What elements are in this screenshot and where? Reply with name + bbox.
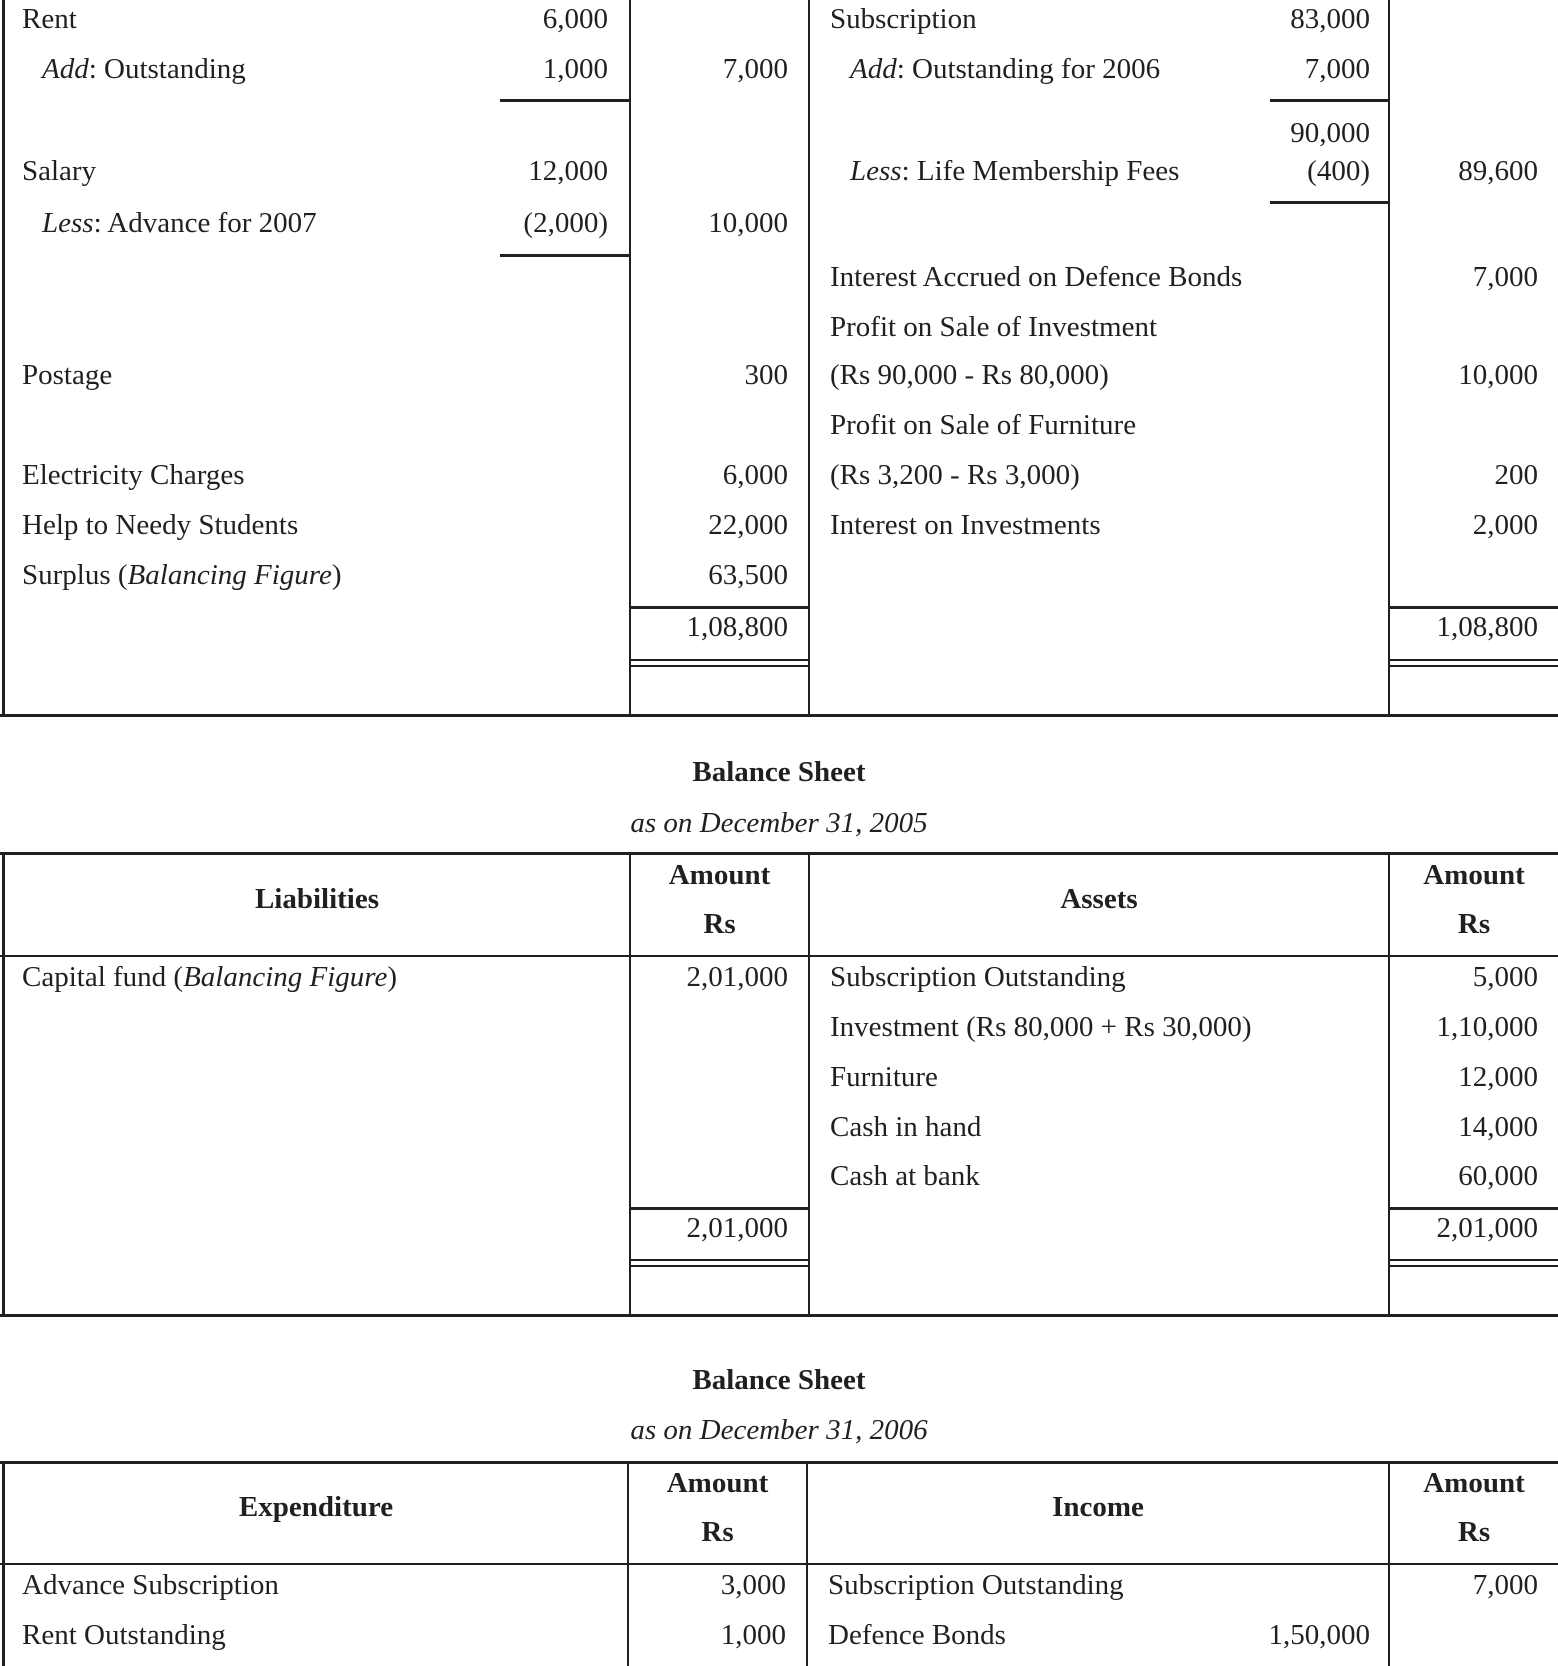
right-grand-total: 1,08,800	[1436, 611, 1538, 643]
sub-add-label: Add: Outstanding for 2006	[850, 53, 1161, 85]
sub-rule-2	[1270, 201, 1389, 204]
bs2005-asset-amount: 14,000	[1458, 1111, 1538, 1143]
rent-total: 7,000	[722, 53, 788, 85]
postage-label: Postage	[22, 359, 113, 391]
interest-accrued-label: Interest Accrued on Defence Bonds	[830, 261, 1243, 293]
ie-bottom-border	[0, 714, 1558, 717]
sub-less-amount: (400)	[1307, 155, 1370, 187]
rent-amount: 6,000	[542, 3, 608, 35]
rent-add-amount: 1,000	[542, 53, 608, 85]
bs2005-header-amount2: Amount	[1423, 859, 1525, 891]
bs2006-right-row-inner-amount: 1,50,000	[1268, 1619, 1370, 1651]
bs2005-asset-amount: 5,000	[1472, 961, 1538, 993]
bs2005-header-rule	[0, 955, 1558, 957]
profit-investment-detail: (Rs 90,000 - Rs 80,000)	[830, 359, 1109, 391]
bs2006-header-income: Income	[1052, 1491, 1144, 1523]
rent-label: Rent	[22, 3, 77, 35]
electricity-total: 6,000	[722, 459, 788, 491]
profit-furniture-detail: (Rs 3,200 - Rs 3,000)	[830, 459, 1080, 491]
bs2006-header-amount1: Amount	[666, 1467, 769, 1499]
left-total-rule-top	[629, 606, 810, 609]
surplus-label: Surplus (Balancing Figure)	[22, 559, 342, 591]
sub-rule-1	[1270, 99, 1389, 102]
help-total: 22,000	[708, 509, 788, 541]
subscription-label: Subscription	[830, 3, 977, 35]
salary-less-amount: (2,000)	[523, 207, 608, 239]
electricity-label: Electricity Charges	[22, 459, 245, 491]
salary-label: Salary	[22, 155, 97, 187]
bs2005-capital-fund-amount: 2,01,000	[686, 961, 788, 993]
bs2006-header-amount2: Amount	[1423, 1467, 1525, 1499]
rent-subtotal-rule	[500, 99, 629, 102]
right-total-rule-top	[1388, 606, 1558, 609]
bs2005-capital-fund-label: Capital fund (Balancing Figure)	[22, 961, 398, 993]
profit-furniture-total: 200	[1494, 459, 1538, 491]
salary-total: 10,000	[708, 207, 788, 239]
bs2005-left-total-d2	[629, 1265, 810, 1267]
bs2005-header-amount1: Amount	[668, 859, 771, 891]
bs2005-subtitle: as on December 31, 2005	[630, 807, 928, 839]
bs2005-title: Balance Sheet	[692, 756, 866, 788]
bs2005-asset-label: Furniture	[830, 1061, 938, 1093]
bs2005-asset-amount: 12,000	[1458, 1061, 1538, 1093]
bs2006-header-expenditure: Expenditure	[238, 1491, 394, 1523]
bs2006-title: Balance Sheet	[692, 1364, 866, 1396]
bs2005-asset-label: Investment (Rs 80,000 + Rs 30,000)	[830, 1011, 1252, 1043]
bs2005-right-total-rule	[1388, 1207, 1558, 1210]
bs2005-right-total-d2	[1388, 1265, 1558, 1267]
bs2005-asset-amount: 1,10,000	[1436, 1011, 1538, 1043]
salary-less-label: Less: Advance for 2007	[42, 207, 317, 239]
bs2006-right-row-label: Subscription Outstanding	[828, 1569, 1124, 1601]
left-grand-total: 1,08,800	[686, 611, 788, 643]
sub-less-label: Less: Life Membership Fees	[850, 155, 1180, 187]
bs2005-asset-label: Cash at bank	[830, 1160, 980, 1192]
bs2006-top-border	[0, 1461, 1558, 1464]
bs2005-header-liabilities: Liabilities	[254, 883, 380, 915]
bs2006-subtitle: as on December 31, 2006	[630, 1414, 928, 1446]
bs2005-left-total: 2,01,000	[686, 1212, 788, 1244]
sub-add-amount: 7,000	[1304, 53, 1370, 85]
postage-total: 300	[744, 359, 788, 391]
left-total-rule-d2	[629, 665, 810, 667]
bs2005-top-border	[0, 852, 1558, 855]
bs2006-left-row-label: Advance Subscription	[22, 1569, 279, 1601]
sub-subtotal: 90,000	[1290, 117, 1370, 149]
bs2005-header-rs2: Rs	[1457, 908, 1491, 940]
profit-furniture-label: Profit on Sale of Furniture	[830, 409, 1137, 441]
ie-left-border	[2, 0, 5, 716]
salary-amount: 12,000	[528, 155, 608, 187]
right-total-rule-d1	[1388, 659, 1558, 661]
bs2006-header-rs2: Rs	[1457, 1516, 1491, 1548]
salary-subtotal-rule	[500, 254, 629, 257]
bs2005-right-total: 2,01,000	[1436, 1212, 1538, 1244]
bs2006-left-row-label: Rent Outstanding	[22, 1619, 226, 1651]
right-total-rule-d2	[1388, 665, 1558, 667]
bs2005-divider-2	[808, 852, 810, 1317]
interest-accrued-total: 7,000	[1472, 261, 1538, 293]
bs2005-bottom-border	[0, 1314, 1558, 1317]
bs2005-header-rs1: Rs	[703, 908, 736, 940]
bs2005-header-assets: Assets	[1060, 883, 1138, 915]
bs2005-asset-label: Subscription Outstanding	[830, 961, 1126, 993]
bs2006-header-rule	[0, 1563, 1558, 1565]
bs2006-right-row-label: Defence Bonds	[828, 1619, 1006, 1651]
subscription-amount: 83,000	[1290, 3, 1370, 35]
bs2005-left-total-rule	[629, 1207, 810, 1210]
subscription-total: 89,600	[1458, 155, 1538, 187]
bs2006-left-row-amount: 3,000	[720, 1569, 786, 1601]
bs2005-asset-label: Cash in hand	[830, 1111, 982, 1143]
bs2006-left-row-amount: 1,000	[720, 1619, 786, 1651]
bs2005-left-total-d1	[629, 1259, 810, 1261]
bs2005-asset-amount: 60,000	[1458, 1160, 1538, 1192]
interest-investments-label: Interest on Investments	[830, 509, 1101, 541]
bs2006-right-row-amount: 7,000	[1472, 1569, 1538, 1601]
interest-investments-total: 2,000	[1472, 509, 1538, 541]
profit-investment-label: Profit on Sale of Investment	[830, 311, 1158, 343]
bs2006-header-rs1: Rs	[701, 1516, 734, 1548]
profit-investment-total: 10,000	[1458, 359, 1538, 391]
help-label: Help to Needy Students	[22, 509, 299, 541]
bs2005-left-border	[2, 852, 5, 1317]
left-total-rule-d1	[629, 659, 810, 661]
surplus-total: 63,500	[708, 559, 788, 591]
bs2005-right-total-d1	[1388, 1259, 1558, 1261]
rent-add-label: Add: Outstanding	[42, 53, 246, 85]
